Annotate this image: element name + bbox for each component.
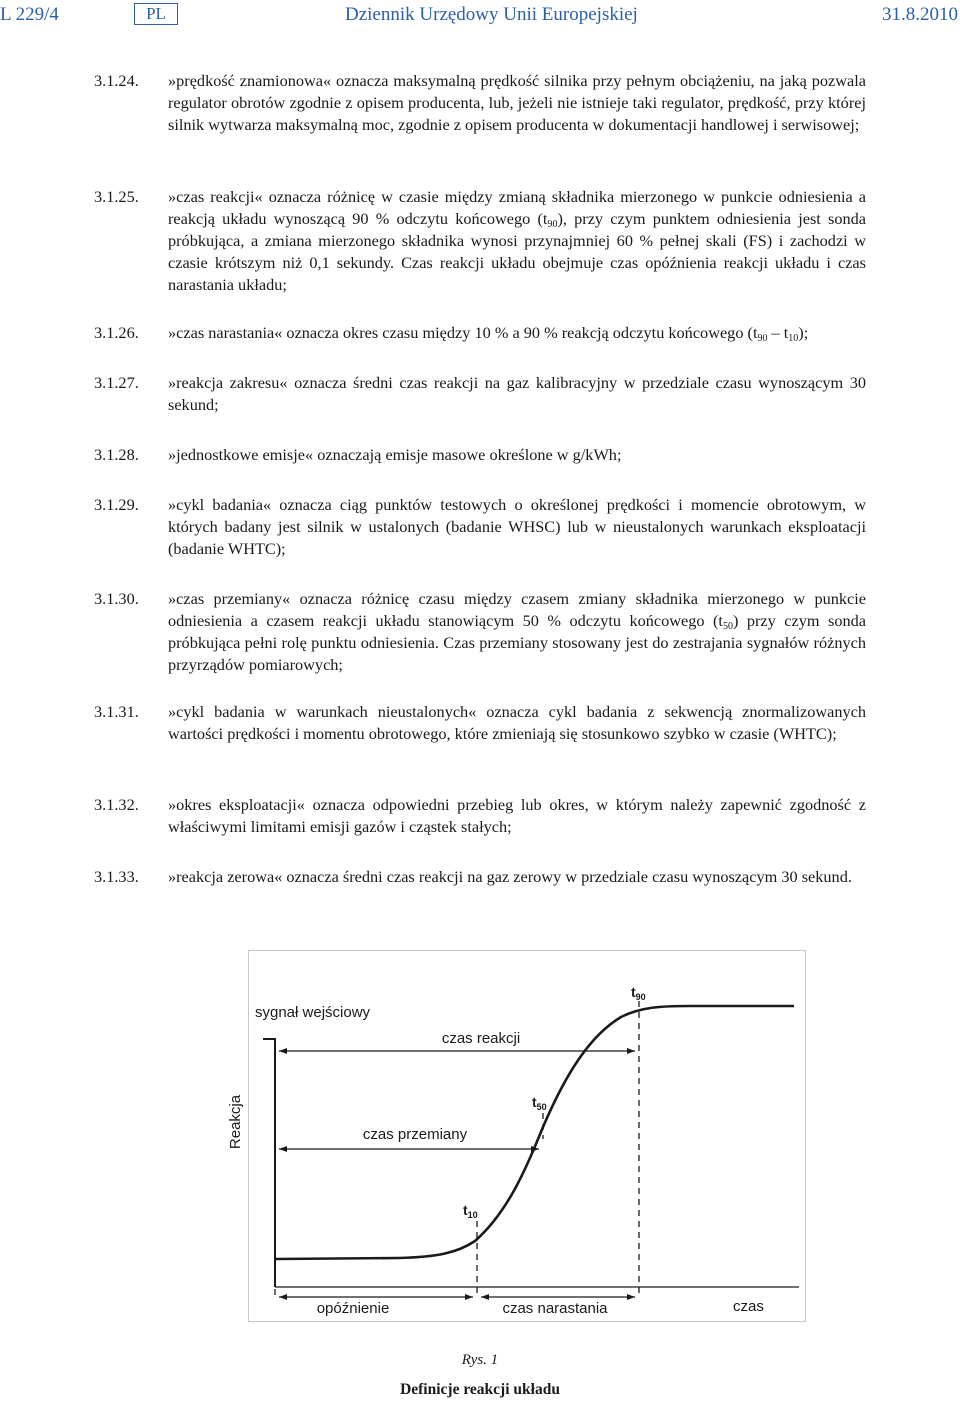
t50-label: $t_{50}$ xyxy=(532,1094,547,1112)
definition-number: 3.1.26. xyxy=(94,323,139,342)
definition-text: »reakcja zakresu« oznacza średni czas reakcji na gaz kalibracyjny w przedziale czasu wynoszącym 30 sekund; xyxy=(168,373,866,414)
definition-3-1-29 xyxy=(94,494,866,560)
definition-text: »reakcja zerowa« oznacza średni czas reakcji na gaz zerowy w przedziale czasu wynoszącym 30 sekund. xyxy=(168,867,852,886)
definition-text: »czas reakcji« oznacza różnicę w czasie między zmianą składnika mierzonego w punkcie odniesienia a reakcją układu wynoszącą 90 % odczytu końcowego $(t_{90})$, przy czym punktem odniesienia jest sonda próbkująca, a zmiana mierzonego składnika wynosi przynajmniej 60 % pełnej skali (FS) i zachodzi w czasie krótszym niż 0,1 sekundy. Czas reakcji układu obejmuje czas opóźnienia reakcji układu i czas narastania układu; xyxy=(168,187,866,294)
definition-3-1-33 xyxy=(94,866,866,888)
definition-number: 3.1.27. xyxy=(94,373,139,392)
definition-3-1-28 xyxy=(94,444,866,466)
definition-text: »czas narastania« oznacza okres czasu między 10 % a 90 % reakcją odczytu końcowego $(t_{90} - t_{10})$; xyxy=(168,323,809,344)
response-curve xyxy=(275,1006,794,1259)
rise-time-label: czas narastania xyxy=(502,1300,608,1317)
definition-3-1-27 xyxy=(94,372,866,416)
definition-number: 3.1.33. xyxy=(94,867,139,886)
figure-caption: Definicje reakcji układu xyxy=(400,1381,560,1398)
definition-text: »prędkość znamionowa« oznacza maksymalną prędkość silnika przy pełnym obciążeniu, na jaką pozwala regulator obrotów zgodnie z opisem producenta, lub, jeżeli nie istnieje taki regulator, prędkość, przy której silnik wytwarza maksymalną moc, zgodnie z opisem producenta w dokumentacji handlowej i serwisowej; xyxy=(168,71,866,134)
journal-title: Dziennik Urzędowy Unii Europejskiej xyxy=(345,4,638,25)
response-diagram xyxy=(227,951,805,1321)
definition-3-1-32 xyxy=(94,794,866,838)
response-time-label: czas reakcji xyxy=(441,1030,521,1047)
x-axis-label: czas xyxy=(733,1298,764,1315)
definition-3-1-25 xyxy=(94,186,866,296)
definition-3-1-30 xyxy=(94,588,866,676)
input-signal-line xyxy=(263,1039,275,1287)
definition-text: »cykl badania w warunkach nieustalonych« oznacza cykl badania z sekwencją znormalizowanych wartości prędkości i momentu obrotowego, które zmieniają się stosunkowo szybko w czasie (WHTC); xyxy=(168,702,866,743)
definition-text: »okres eksploatacji« oznacza odpowiedni przebieg lub okres, w którym należy zapewnić zgodność z właściwymi limitami emisji gazów i cząstek stałych; xyxy=(168,795,866,836)
definition-number: 3.1.29. xyxy=(94,495,139,514)
definition-number: 3.1.31. xyxy=(94,702,139,721)
definition-text: »cykl badania« oznacza ciąg punktów testowych o określonej prędkości i momencie obrotowym, w których badany jest silnik w ustalonych (badanie WHSC) lub w nieustalonych warunkach eksploatacji (badanie WHTC); xyxy=(168,495,866,558)
definition-text: »jednostkowe emisje« oznaczają emisje masowe określone w g/kWh; xyxy=(168,445,622,464)
delay-label: opóźnienie xyxy=(316,1300,390,1317)
definition-3-1-26 xyxy=(94,322,866,344)
definition-3-1-24 xyxy=(94,70,866,136)
definition-number: 3.1.25. xyxy=(94,187,139,206)
definition-text: »czas przemiany« oznacza różnicę czasu między czasem zmiany składnika mierzonego w punkcie odniesienia a czasem reakcji układu stanowiącym 50 % odczytu końcowego $(t_{50})$ przy czym sonda próbkująca pełni rolę punktu odniesienia. Czas przemiany stosowany jest do zestrajania sygnałów różnych przyrządów pomiarowych; xyxy=(168,589,866,674)
definition-number: 3.1.30. xyxy=(94,589,139,608)
definition-3-1-31 xyxy=(94,701,866,745)
language-badge: PL xyxy=(134,3,178,25)
t10-label: $t_{10}$ xyxy=(463,1202,478,1220)
transformation-time-label: czas przemiany xyxy=(362,1126,468,1143)
page-reference: L 229/4 xyxy=(0,4,59,25)
figure-number: Rys. 1 xyxy=(461,1352,499,1368)
response-definition-figure xyxy=(227,950,806,1322)
definition-number: 3.1.28. xyxy=(94,445,139,464)
t90-label: $t_{90}$ xyxy=(631,984,646,1002)
publication-date: 31.8.2010 xyxy=(882,4,958,25)
page-header xyxy=(0,0,960,30)
definition-number: 3.1.32. xyxy=(94,795,139,814)
y-axis-label: Reakcja xyxy=(227,1094,244,1150)
input-signal-label: sygnał wejściowy xyxy=(255,1004,371,1021)
definition-number: 3.1.24. xyxy=(94,71,139,90)
